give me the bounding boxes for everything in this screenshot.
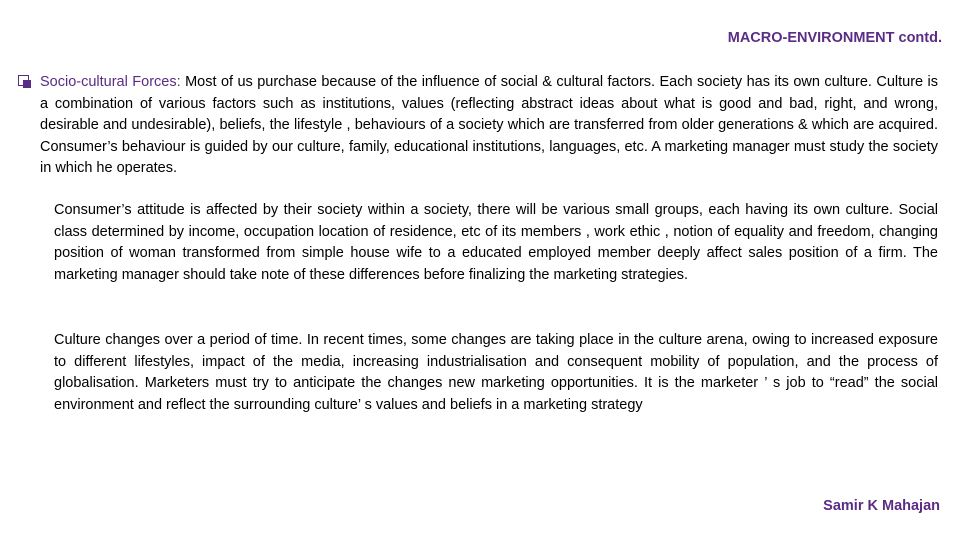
bullet-heading: Socio-cultural Forces: (40, 74, 181, 90)
author-name: Samir K Mahajan (823, 498, 940, 514)
slide-title: MACRO-ENVIRONMENT contd. (727, 30, 942, 46)
checkbox-bullet-icon (18, 75, 29, 86)
bullet-item-socio-cultural (18, 72, 938, 180)
bullet-body: Most of us purchase because of the influence of social & cultural factors. Each society has its own culture. Culture is a combination of various factors such as institutions, values (reflecting abstract ideas about what is good and bad, right, and wrong, desirable and undesirable), beliefs, the lifestyle , behaviours of a society which are transferred from older generations & which are acquired. Consumer’s behaviour is guided by our culture, family, educational institutions, languages, etc. A marketing manager must study the society in which he operates. (40, 74, 939, 177)
paragraph-culture-changes: Culture changes over a period of time. In recent times, some changes are taking place in the culture arena, owing to increased exposure to different lifestyles, impact of the media, increasing industrialisation and consequent mobility of population, and the process of globalisation. Marketers must try to anticipate the changes new marketing opportunities. It is the marketer ’ s job to “read” the social environment and reflect the surrounding culture’ s values and beliefs in a marketing strategy (54, 332, 938, 413)
paragraph-consumer-attitude: Consumer’s attitude is affected by their society within a society, there will be various small groups, each having its own culture. Social class determined by income, occupation location of residence, etc of its members , work ethic , notion of equality and freedom, changing position of woman transformed from simple house wife to a educated employed member deeply affect sales position of a firm. The marketing manager should take note of these differences before finalizing the marketing strategies. (54, 202, 938, 283)
bullet-text (40, 72, 938, 180)
